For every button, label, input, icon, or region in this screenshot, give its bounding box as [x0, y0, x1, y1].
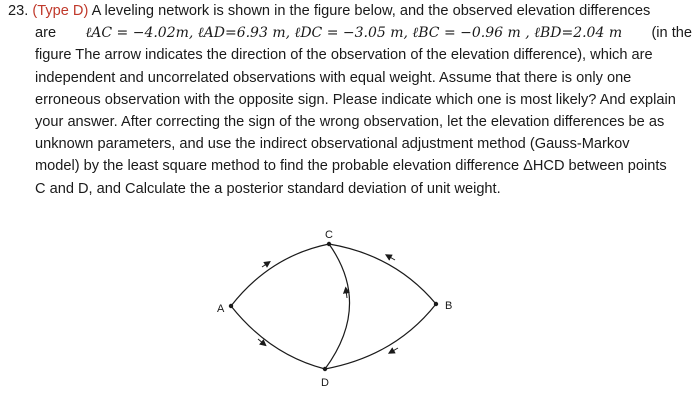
- observations-equation: ℓAC = −4.02m, ℓAD=6.93 m, ℓDC = −3.05 m, ℓBC = −0.96 m , ℓBD=2.04 m: [85, 25, 623, 42]
- problem-line-5: erroneous observation with the opposite sign. Please indicate which one is most likely? And explain: [35, 91, 676, 108]
- problem-line-6: your answer. After correcting the sign of the wrong observation, let the elevation differences be as: [35, 113, 665, 130]
- point-label-b: B: [445, 300, 453, 312]
- problem-line-2-left: are: [35, 25, 57, 42]
- point-c: [327, 242, 331, 246]
- edge-a-d: [231, 306, 325, 369]
- problem-line-8: model) by the least square method to find the probable elevation difference ΔHCD between points: [35, 158, 667, 175]
- problem-line-9: C and D, and Calculate the a posterior standard deviation of unit weight.: [35, 180, 501, 197]
- problem-line-3: figure The arrow indicates the direction of the observation of the elevation difference), which are: [35, 47, 653, 64]
- problem-line-2: [8, 22, 692, 44]
- problem-line-2-right: (in the: [651, 25, 692, 42]
- arrow-a-d: [258, 339, 264, 344]
- problem-line-7: unknown parameters, and use the indirect observational adjustment method (Gauss-Markov: [35, 136, 630, 153]
- problem-type-tag: (Type D): [32, 3, 89, 19]
- edge-b-d: [325, 304, 436, 369]
- point-label-a: A: [217, 303, 225, 315]
- problem-text: [8, 0, 692, 200]
- point-b: [434, 302, 438, 306]
- point-d: [323, 367, 327, 371]
- point-label-c: C: [325, 229, 333, 241]
- edge-b-c: [329, 244, 436, 304]
- point-label-d: D: [321, 377, 329, 389]
- problem-number: 23.: [8, 3, 29, 19]
- edge-d-c: [325, 244, 350, 369]
- arrow-b-d: [391, 348, 398, 352]
- problem-line-1: [8, 0, 692, 22]
- arrow-b-c: [388, 256, 395, 260]
- point-a: [229, 304, 233, 308]
- arrow-a-c: [262, 263, 268, 267]
- problem-line-4: independent and uncorrelated observations with equal weight. Assume that there is only one: [35, 69, 632, 86]
- problem-line-1-text: A leveling network is shown in the figure below, and the observed elevation differences: [91, 3, 651, 19]
- arrow-d-c: [346, 290, 347, 298]
- edge-a-c: [231, 244, 329, 306]
